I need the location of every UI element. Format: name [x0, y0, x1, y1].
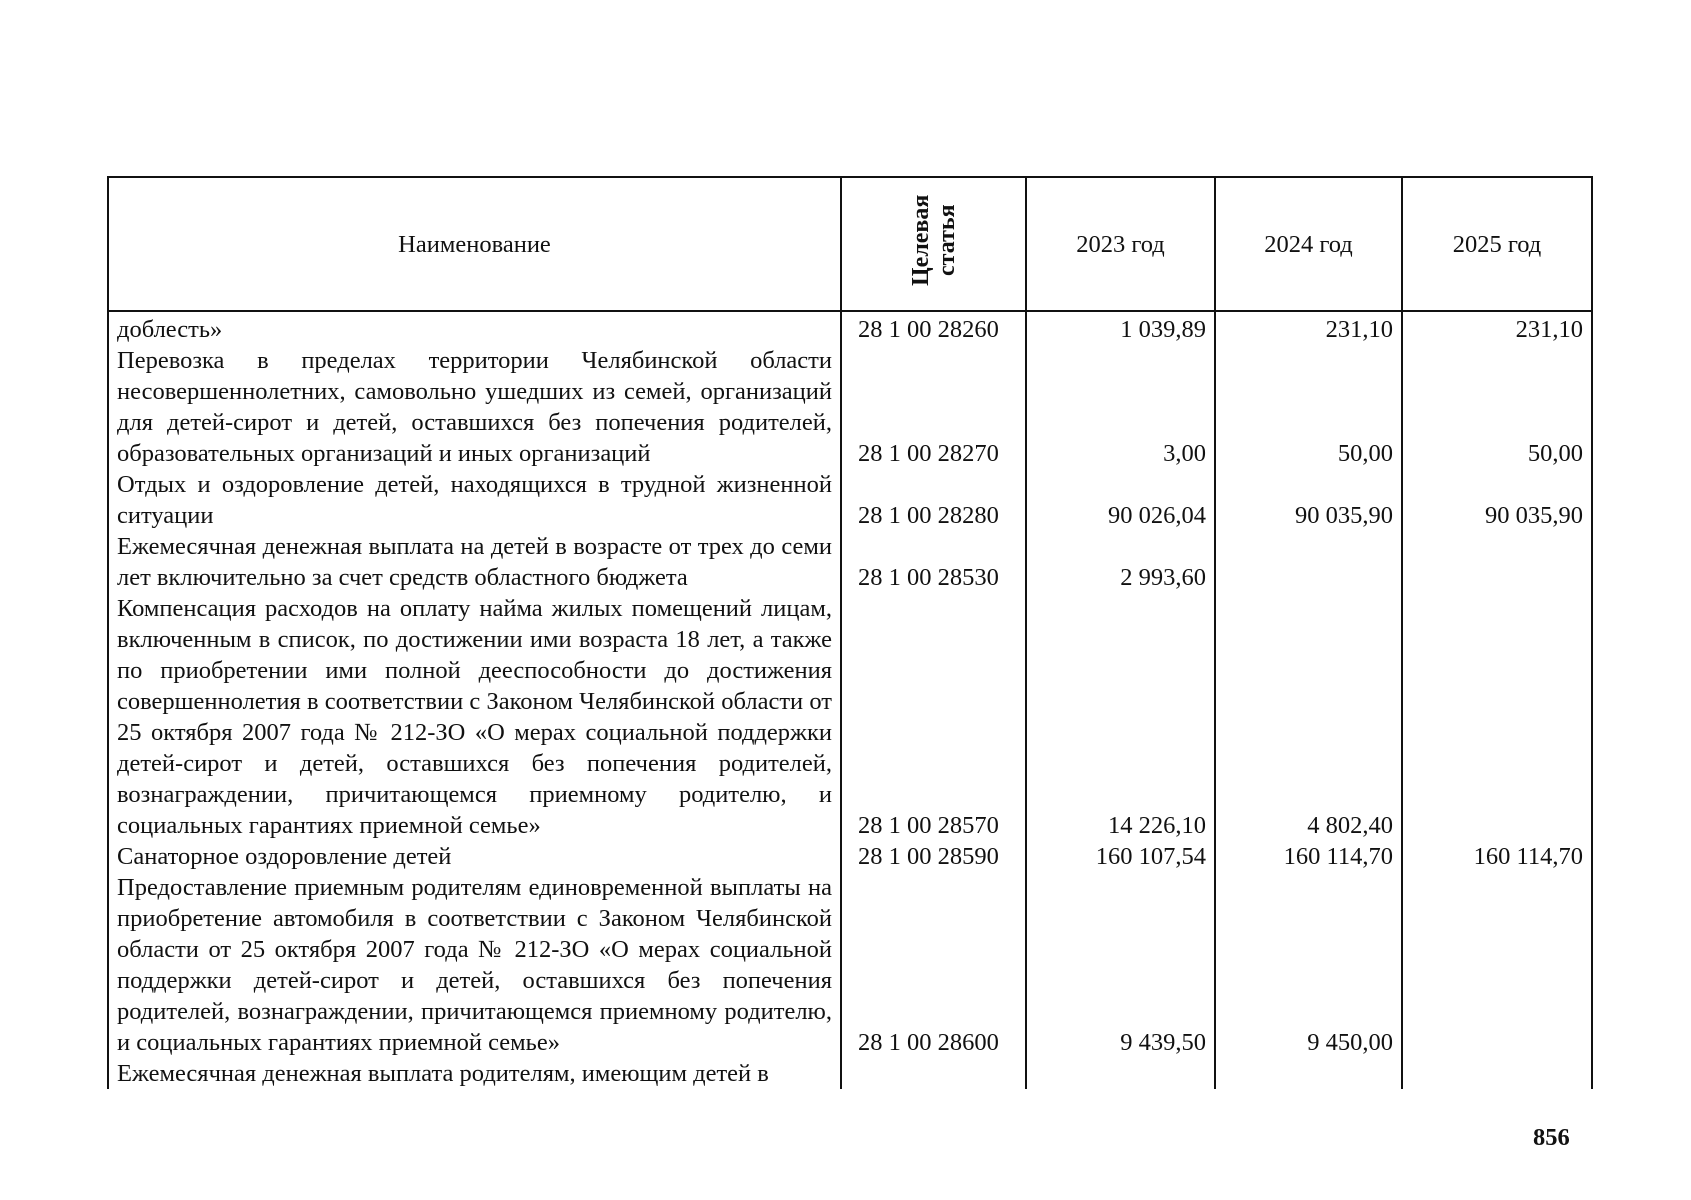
- row-value-2024: 50,00: [1215, 345, 1402, 469]
- row-code: 28 1 00 28530: [841, 531, 1026, 593]
- header-year-2024: 2024 год: [1215, 177, 1402, 311]
- row-value-2023: 1 039,89: [1026, 311, 1215, 345]
- row-code: 28 1 00 28570: [841, 593, 1026, 841]
- table-row: [108, 311, 1592, 345]
- row-name: Перевозка в пределах территории Челябинской области несовершеннолетних, самовольно ушедших из семей, организаций для детей-сирот и детей, оставшихся без попечения родителей, образовательных организаций и иных организаций: [108, 345, 841, 469]
- header-code: [841, 177, 1026, 311]
- table-row: [108, 1058, 1592, 1089]
- row-code: 28 1 00 28260: [841, 311, 1026, 345]
- row-value-2025: [1402, 593, 1592, 841]
- row-value-2024: 9 450,00: [1215, 872, 1402, 1058]
- row-value-2025: [1402, 1058, 1592, 1089]
- row-value-2024: 4 802,40: [1215, 593, 1402, 841]
- row-value-2023: 9 439,50: [1026, 872, 1215, 1058]
- row-value-2023: 90 026,04: [1026, 469, 1215, 531]
- row-name: Ежемесячная денежная выплата на детей в возрасте от трех до семи лет включительно за счет средств областного бюджета: [108, 531, 841, 593]
- table-row: [108, 841, 1592, 872]
- budget-table: [107, 176, 1593, 1089]
- row-value-2025: 160 114,70: [1402, 841, 1592, 872]
- header-year-2023: 2023 год: [1026, 177, 1215, 311]
- table-row: [108, 531, 1592, 593]
- header-row: [108, 177, 1592, 311]
- row-value-2023: 14 226,10: [1026, 593, 1215, 841]
- row-name: Отдых и оздоровление детей, находящихся в трудной жизненной ситуации: [108, 469, 841, 531]
- row-value-2023: 2 993,60: [1026, 531, 1215, 593]
- table-body: [108, 311, 1592, 1089]
- table-row: [108, 469, 1592, 531]
- table-header: [108, 177, 1592, 311]
- row-name: Санаторное оздоровление детей: [108, 841, 841, 872]
- row-code: [841, 1058, 1026, 1089]
- table-row: [108, 593, 1592, 841]
- table-row: [108, 345, 1592, 469]
- row-value-2024: [1215, 531, 1402, 593]
- row-value-2023: 160 107,54: [1026, 841, 1215, 872]
- row-code: 28 1 00 28270: [841, 345, 1026, 469]
- row-value-2025: [1402, 872, 1592, 1058]
- row-name: Ежемесячная денежная выплата родителям, имеющим детей в: [108, 1058, 841, 1089]
- row-code: 28 1 00 28590: [841, 841, 1026, 872]
- row-value-2024: 90 035,90: [1215, 469, 1402, 531]
- row-value-2024: [1215, 1058, 1402, 1089]
- row-value-2023: 3,00: [1026, 345, 1215, 469]
- table-row: [108, 872, 1592, 1058]
- row-value-2024: 160 114,70: [1215, 841, 1402, 872]
- header-name: Наименование: [108, 177, 841, 311]
- row-value-2025: 50,00: [1402, 345, 1592, 469]
- row-code: 28 1 00 28280: [841, 469, 1026, 531]
- row-name: Предоставление приемным родителям единовременной выплаты на приобретение автомобиля в соответствии с Законом Челябинской области от 25 октября 2007 года № 212-ЗО «О мерах социальной поддержки детей-сирот и детей, оставшихся без попечения родителей, вознаграждении, причитающемся приемному родителю, и социальных гарантиях приемной семье»: [108, 872, 841, 1058]
- row-name: Компенсация расходов на оплату найма жилых помещений лицам, включенным в список, по достижении ими возраста 18 лет, а также по приобретении ими полной дееспособности до достижения совершеннолетия в соответствии с Законом Челябинской области от 25 октября 2007 года № 212-ЗО «О мерах социальной поддержки детей-сирот и детей, оставшихся без попечения родителей, вознаграждении, причитающемся приемному родителю, и социальных гарантиях приемной семье»: [108, 593, 841, 841]
- row-code: 28 1 00 28600: [841, 872, 1026, 1058]
- row-value-2025: 90 035,90: [1402, 469, 1592, 531]
- page-number: 856: [1533, 1124, 1570, 1151]
- row-name: доблесть»: [108, 311, 841, 345]
- row-value-2024: 231,10: [1215, 311, 1402, 345]
- header-year-2025: 2025 год: [1402, 177, 1592, 311]
- header-code-label: Целевая статья: [907, 194, 960, 286]
- row-value-2025: 231,10: [1402, 311, 1592, 345]
- row-value-2025: [1402, 531, 1592, 593]
- row-value-2023: [1026, 1058, 1215, 1089]
